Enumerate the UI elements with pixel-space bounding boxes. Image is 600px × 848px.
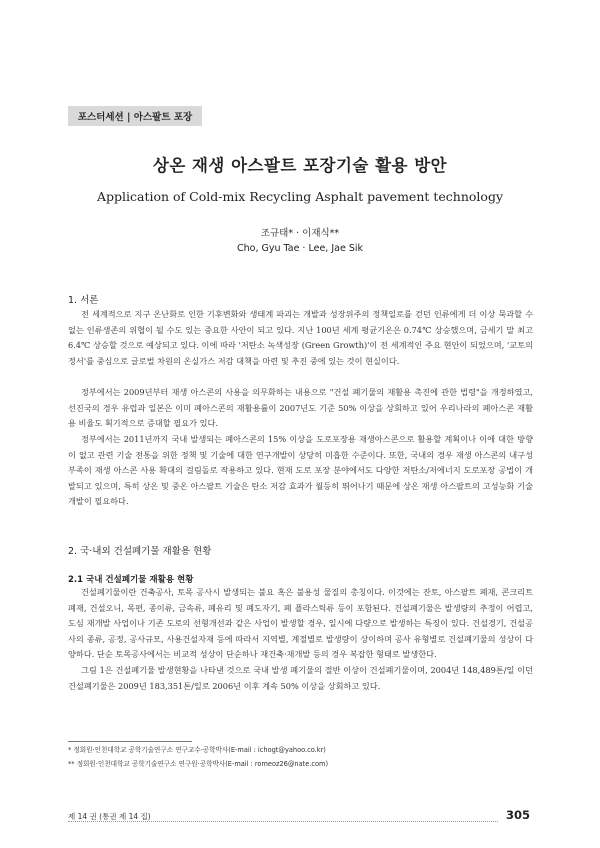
footer-volume: 제 14 권 (통권 제 14 집)	[68, 812, 151, 821]
footnote-item: * 정회원·인천대학교 공학기술연구소 연구교수·공학박사(E-mail : ichogt@yahoo.co.kr)	[68, 746, 326, 754]
section-1-paragraph: 전 세계적으로 지구 온난화로 인한 기후변화와 생태계 파괴는 개발과 성장위주의 정책일로를 걷던 인류에게 더 이상 묵과할 수 없는 인류생존의 위협이 될 수도 있는 중요한 사안이 되고 있다. 지난 100년 세계 평균기온은 0.74℃ 상승했으며, 금세기 말 최고 6.4℃ 상승할 것으로 예상되고 있다. 이에 따라 '저탄소 녹색성장 (Green Growth)'이 전 세계적인 주요 현안이 되었으며, '교토의정서'를 중심으로 글로벌 차원의 온실가스 저감 대책을 마련 및 추진 중에 있는 것이 현실이다.	[68, 309, 533, 366]
footer-dotted-rule	[68, 821, 498, 822]
section-2-heading: 2. 국·내외 건설폐기물 재활용 현황	[68, 546, 212, 557]
section-1-heading: 1. 서론	[68, 295, 99, 306]
section-tag: 포스터세션 | 아스팔트 포장	[68, 106, 202, 126]
authors-korean: 조규태* · 이재식**	[260, 228, 340, 239]
footnote-item: ** 정회원·인천대학교 공학기술연구소 연구원·공학박사(E-mail : romeoz26@nate.com)	[68, 759, 329, 768]
footnotes	[68, 744, 328, 771]
title-english: Application of Cold-mix Recycling Asphalt pavement technology	[96, 189, 504, 204]
section-2-paragraph: 그림 1은 건설폐기물 발생현황을 나타낸 것으로 국내 발생 폐기물의 절반 이상이 건설폐기물이며, 2004년 148,489톤/일 이던 건설폐기물은 2009년 183,351톤/일로 2006년 이후 계속 50% 이상을 상회하고 있다.	[68, 665, 533, 691]
subsection-2-1-heading: 2.1 국내 건설폐기물 재활용 현황	[68, 575, 194, 585]
authors-english: Cho, Gyu Tae · Lee, Jae Sik	[236, 243, 363, 254]
section-2-paragraph: 건설폐기물이란 건축공사, 토목 공사시 발생되는 불요 혹은 불용성 물질의 총칭이다. 이것에는 잔토, 아스팔트 폐재, 콘크리트 폐재, 건설오니, 목편, 종이류, 금속류, 폐유리 및 폐도자기, 폐 플라스틱류 등이 포함된다. 건설폐기물은 발생량의 추정이 어렵고, 도심 재개발 사업이나 기존 도로의 선형개선과 같은 사업이 발생할 경우, 일시에 다량으로 발생하는 특징이 있다. 건설경기, 건설공사의 종류, 공정, 공사규모, 사용건설자재 등에 따라서 지역별, 계절별로 발생량이 상이하며 공사 유형별로 건설폐기물의 성상이 다양하다. 단순 토목공사에서는 비교적 성상이 단순하나 재건축·재개발 등의 경우 복잡한 형태로 발생한다.	[68, 587, 533, 660]
title-korean: 상온 재생 아스팔트 포장기술 활용 방안	[152, 156, 448, 175]
footnote-divider	[68, 741, 192, 742]
page-number: 305	[506, 808, 531, 822]
section-1-paragraph: 정부에서는 2009년부터 재생 아스콘의 사용을 의무화하는 내용으로 "건설 폐기물의 재활용 촉진에 관한 법령"을 개정하였고, 선진국의 경우 유럽과 일본은 이미 폐아스콘의 재활용률이 2007년도 기준 50% 이상을 상회하고 있어 우리나라의 폐아스콘 재활용 비율도 획기적으로 증대할 필요가 있다.	[68, 387, 533, 429]
section-1-paragraph: 정부에서는 2011년까지 국내 발생되는 폐아스콘의 15% 이상을 도로포장용 재생아스콘으로 활용할 계획이나 이에 대한 방향이 없고 관련 기술 전통을 위한 정책 및 기술에 대한 연구개발이 상당히 미흡한 수준이다. 또한, 국내의 경우 재생 아스콘의 내구성 부족이 재생 아스콘 사용 확대의 걸림돌로 작용하고 있다. 현재 도로 포장 분야에서도 다양한 저탄소/저에너지 도로포장 공법이 개발되고 있으며, 특히 상온 및 중온 아스팔트 기술은 탄소 저감 효과가 월등히 뛰어나기 때문에 상온 재생 아스팔트의 고성능화 기술 개발이 필요하다.	[68, 434, 533, 507]
